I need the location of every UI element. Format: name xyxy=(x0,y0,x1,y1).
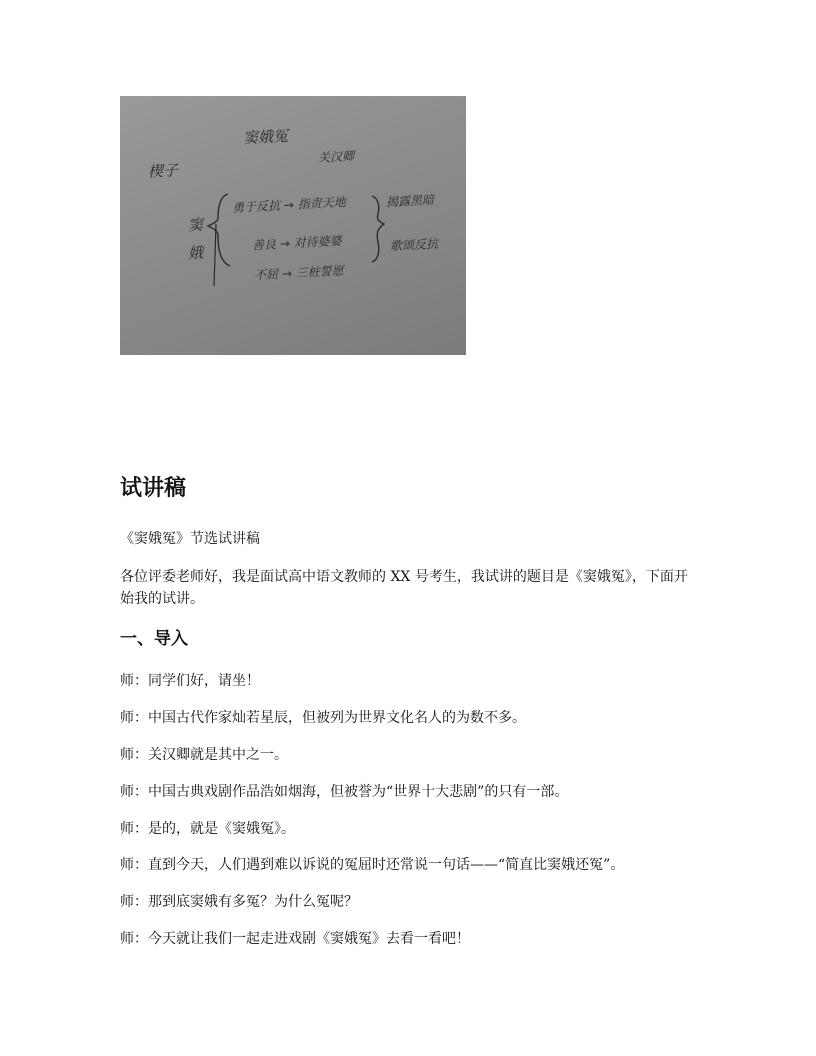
notes-row-1: 勇于反抗 → 指责天地 xyxy=(231,195,347,215)
notes-right-2: 歌颂反抗 xyxy=(389,236,439,254)
notes-right-1: 揭露黑暗 xyxy=(385,192,435,210)
dialogue-line: 师：中国古典戏剧作品浩如烟海，但被誉为“世界十大悲剧”的只有一部。 xyxy=(120,784,569,800)
notes-author: 关汉卿 xyxy=(317,149,355,165)
notes-subject-top: 窦 xyxy=(187,215,204,235)
dialogue-line: 师：是的，就是《窦娥冤》。 xyxy=(120,821,295,837)
notes-left-label: 楔子 xyxy=(147,161,179,181)
dialogue-line: 师：关汉卿就是其中之一。 xyxy=(120,747,288,763)
dialogue-line: 师：中国古代作家灿若星辰，但被列为世界文化名人的为数不多。 xyxy=(120,710,526,726)
notes-row-2: 善良 → 对待婆婆 xyxy=(251,233,343,253)
subtitle: 《窦娥冤》节选试讲稿 xyxy=(120,531,260,547)
page-title: 试讲稿 xyxy=(120,476,187,501)
notes-subject-bottom: 娥 xyxy=(187,243,204,263)
dialogue-line: 师：直到今天，人们遇到难以诉说的冤屈时还常说一句话——“简直比窦娥还冤”。 xyxy=(120,857,625,873)
dialogue-line: 师：同学们好，请坐！ xyxy=(120,673,260,689)
notes-title: 窦娥冤 xyxy=(242,126,289,148)
notes-row-3: 不屈 → 三桩誓愿 xyxy=(253,263,345,283)
dialogue-line: 师：今天就让我们一起走进戏剧《窦娥冤》去看一看吧！ xyxy=(120,931,470,947)
dialogue-line: 师：那到底窦娥有多冤？为什么冤呢？ xyxy=(120,894,358,910)
notes-brackets xyxy=(120,96,466,355)
section-heading-intro: 一、导入 xyxy=(120,629,188,649)
handwritten-notes-photo xyxy=(120,96,466,355)
intro-paragraph: 各位评委老师好，我是面试高中语文教师的 XX 号考生，我试讲的题目是《窦娥冤》，下面开始我的试讲。 xyxy=(120,569,688,607)
